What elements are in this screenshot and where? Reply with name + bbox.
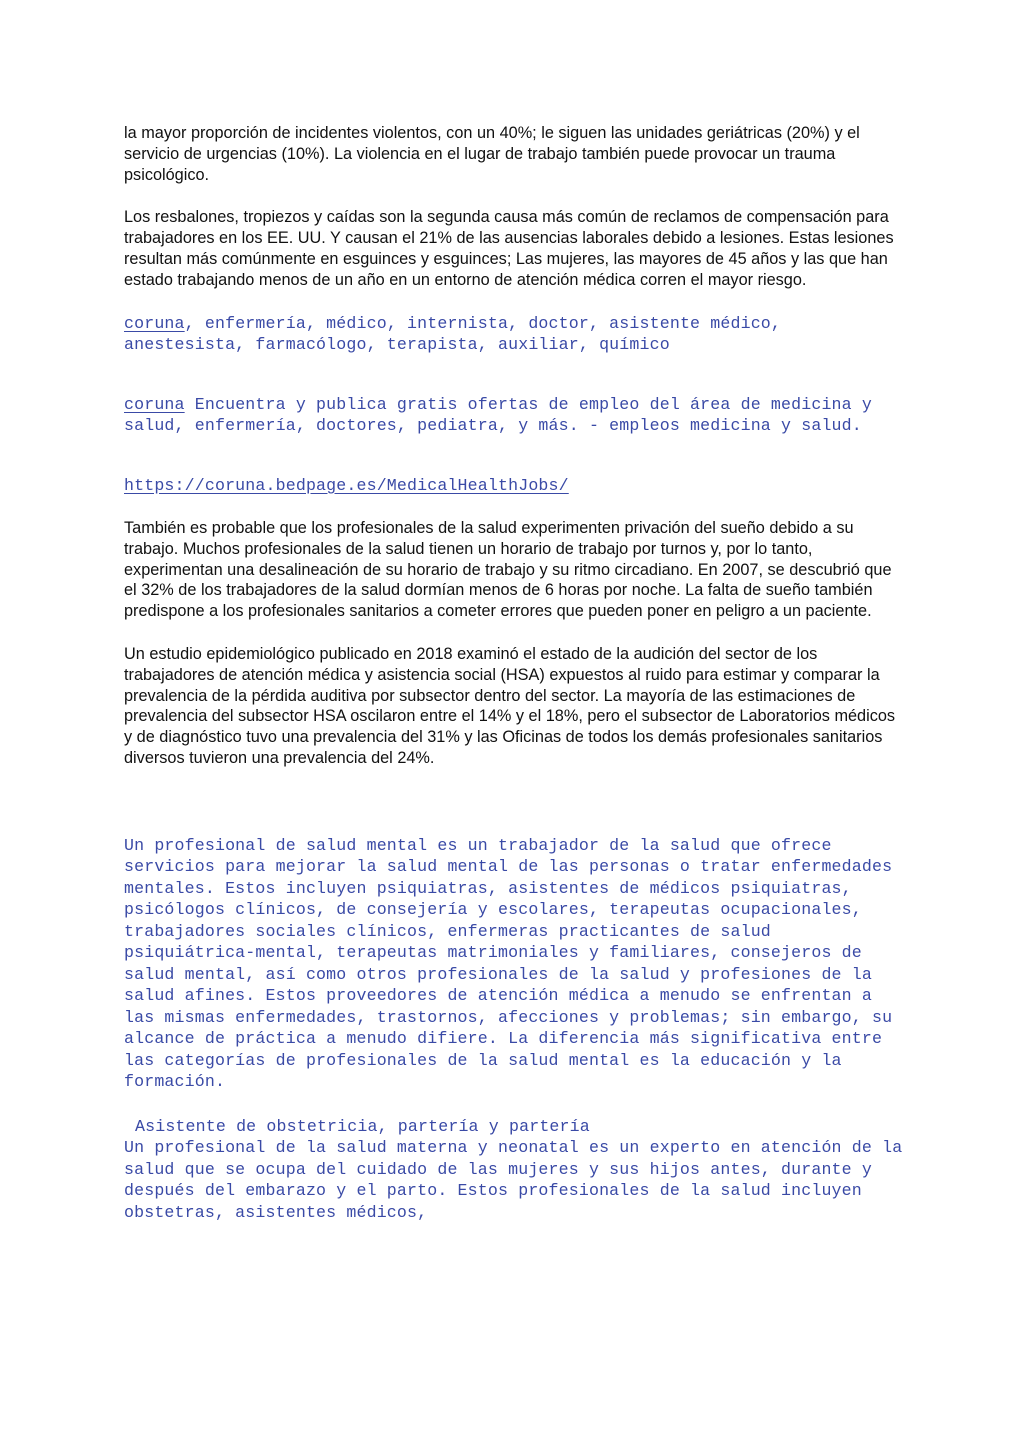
mental-health-paragraph: Un profesional de salud mental es un trabajador de la salud que ofrece servicios para mejorar la salud mental de las personas o tratar enfermedades mentales. Estos incluyen psiquiatras, asistentes de médicos psiquiatras, psicólogos clínicos, de consejería y escolares, terapeutas ocupacionales, trabajadores sociales clínicos, enfermeras practicantes de salud psiquiátrica-mental, terapeutas matrimoniales y familiares, consejeros de salud mental, así como otros profesionales de la salud y profesiones de la salud afines. Estos proveedores de atención médica a menudo se enfrentan a las mismas enfermedades, trastornos, afecciones y problemas; sin embargo, su alcance de práctica a menudo difiere. La diferencia más significativa entre las categorías de profesionales de la salud mental es la educación y la formación.	[124, 835, 893, 1092]
paragraph-hearing-study: Un estudio epidemiológico publicado en 2018 examinó el estado de la audición del sector de los trabajadores de atención médica y asistencia social (HSA) expuestos al ruido para estimar y comparar la prevalencia de la pérdida auditiva por subsector dentro del sector. La mayoría de las estimaciones de prevalencia del subsector HSA oscilaron entre el 14% y el 18%, pero el subsector de Laboratorios médicos y de diagnóstico tuvo una prevalencia del 31% y las Oficinas de todos los demás profesionales sanitarios diversos tuvieron una prevalencia del 24%.	[124, 645, 896, 768]
paragraph-slips-falls: Los resbalones, tropiezos y caídas son la segunda causa más común de reclamos de compensación para trabajadores en los EE. UU. Y causan el 21% de las ausencias laborales debido a lesiones. Estas lesiones resultan más comúnmente en esguinces y esguinces; Las mujeres, las mayores de 45 años y las que han estado trabajando menos de un año en un entorno de atención médica corren el mayor riesgo.	[124, 208, 894, 289]
coruna-ad-link[interactable]: coruna	[124, 394, 185, 414]
medical-jobs-url-link[interactable]: https://coruna.bedpage.es/MedicalHealthJobs/	[124, 475, 569, 495]
document-page	[124, 123, 904, 1223]
ad-text: Encuentra y publica gratis ofertas de empleo del área de medicina y salud, enfermería, doctores, pediatra, y más. - empleos medicina y salud.	[124, 394, 872, 436]
coruna-link[interactable]: coruna	[124, 313, 185, 333]
obstetrics-paragraph: Un profesional de la salud materna y neonatal es un experto en atención de la salud que se ocupa del cuidado de las mujeres y sus hijos antes, durante y después del embarazo y el parto. Estos profesionales de la salud incluyen obstetras, asistentes médicos,	[124, 1138, 903, 1222]
tags-text: , enfermería, médico, internista, doctor, asistente médico, anestesista, farmacólogo, terapista, auxiliar, químico	[124, 313, 782, 355]
obstetrics-heading: Asistente de obstetricia, partería y partería	[135, 1116, 590, 1136]
paragraph-violence: la mayor proporción de incidentes violentos, con un 40%; le siguen las unidades geriátricas (20%) y el servicio de urgencias (10%). La violencia en el lugar de trabajo también puede provocar un trauma psicológico.	[124, 124, 860, 184]
url-paragraph	[124, 475, 904, 497]
paragraph-sleep-deprivation: También es probable que los profesionales de la salud experimenten privación del sueño debido a su trabajo. Muchos profesionales de la salud tienen un horario de trabajo por turnos y, por lo tanto, experimentan una desalineación de su horario de trabajo y su ritmo circadiano. En 2007, se descubrió que el 32% de los trabajadores de la salud dormían menos de 6 horas por noche. La falta de sueño también predispone a los profesionales sanitarios a cometer errores que pueden poner en peligro a un paciente.	[124, 519, 892, 621]
tags-paragraph	[124, 313, 904, 356]
ad-paragraph	[124, 394, 904, 437]
